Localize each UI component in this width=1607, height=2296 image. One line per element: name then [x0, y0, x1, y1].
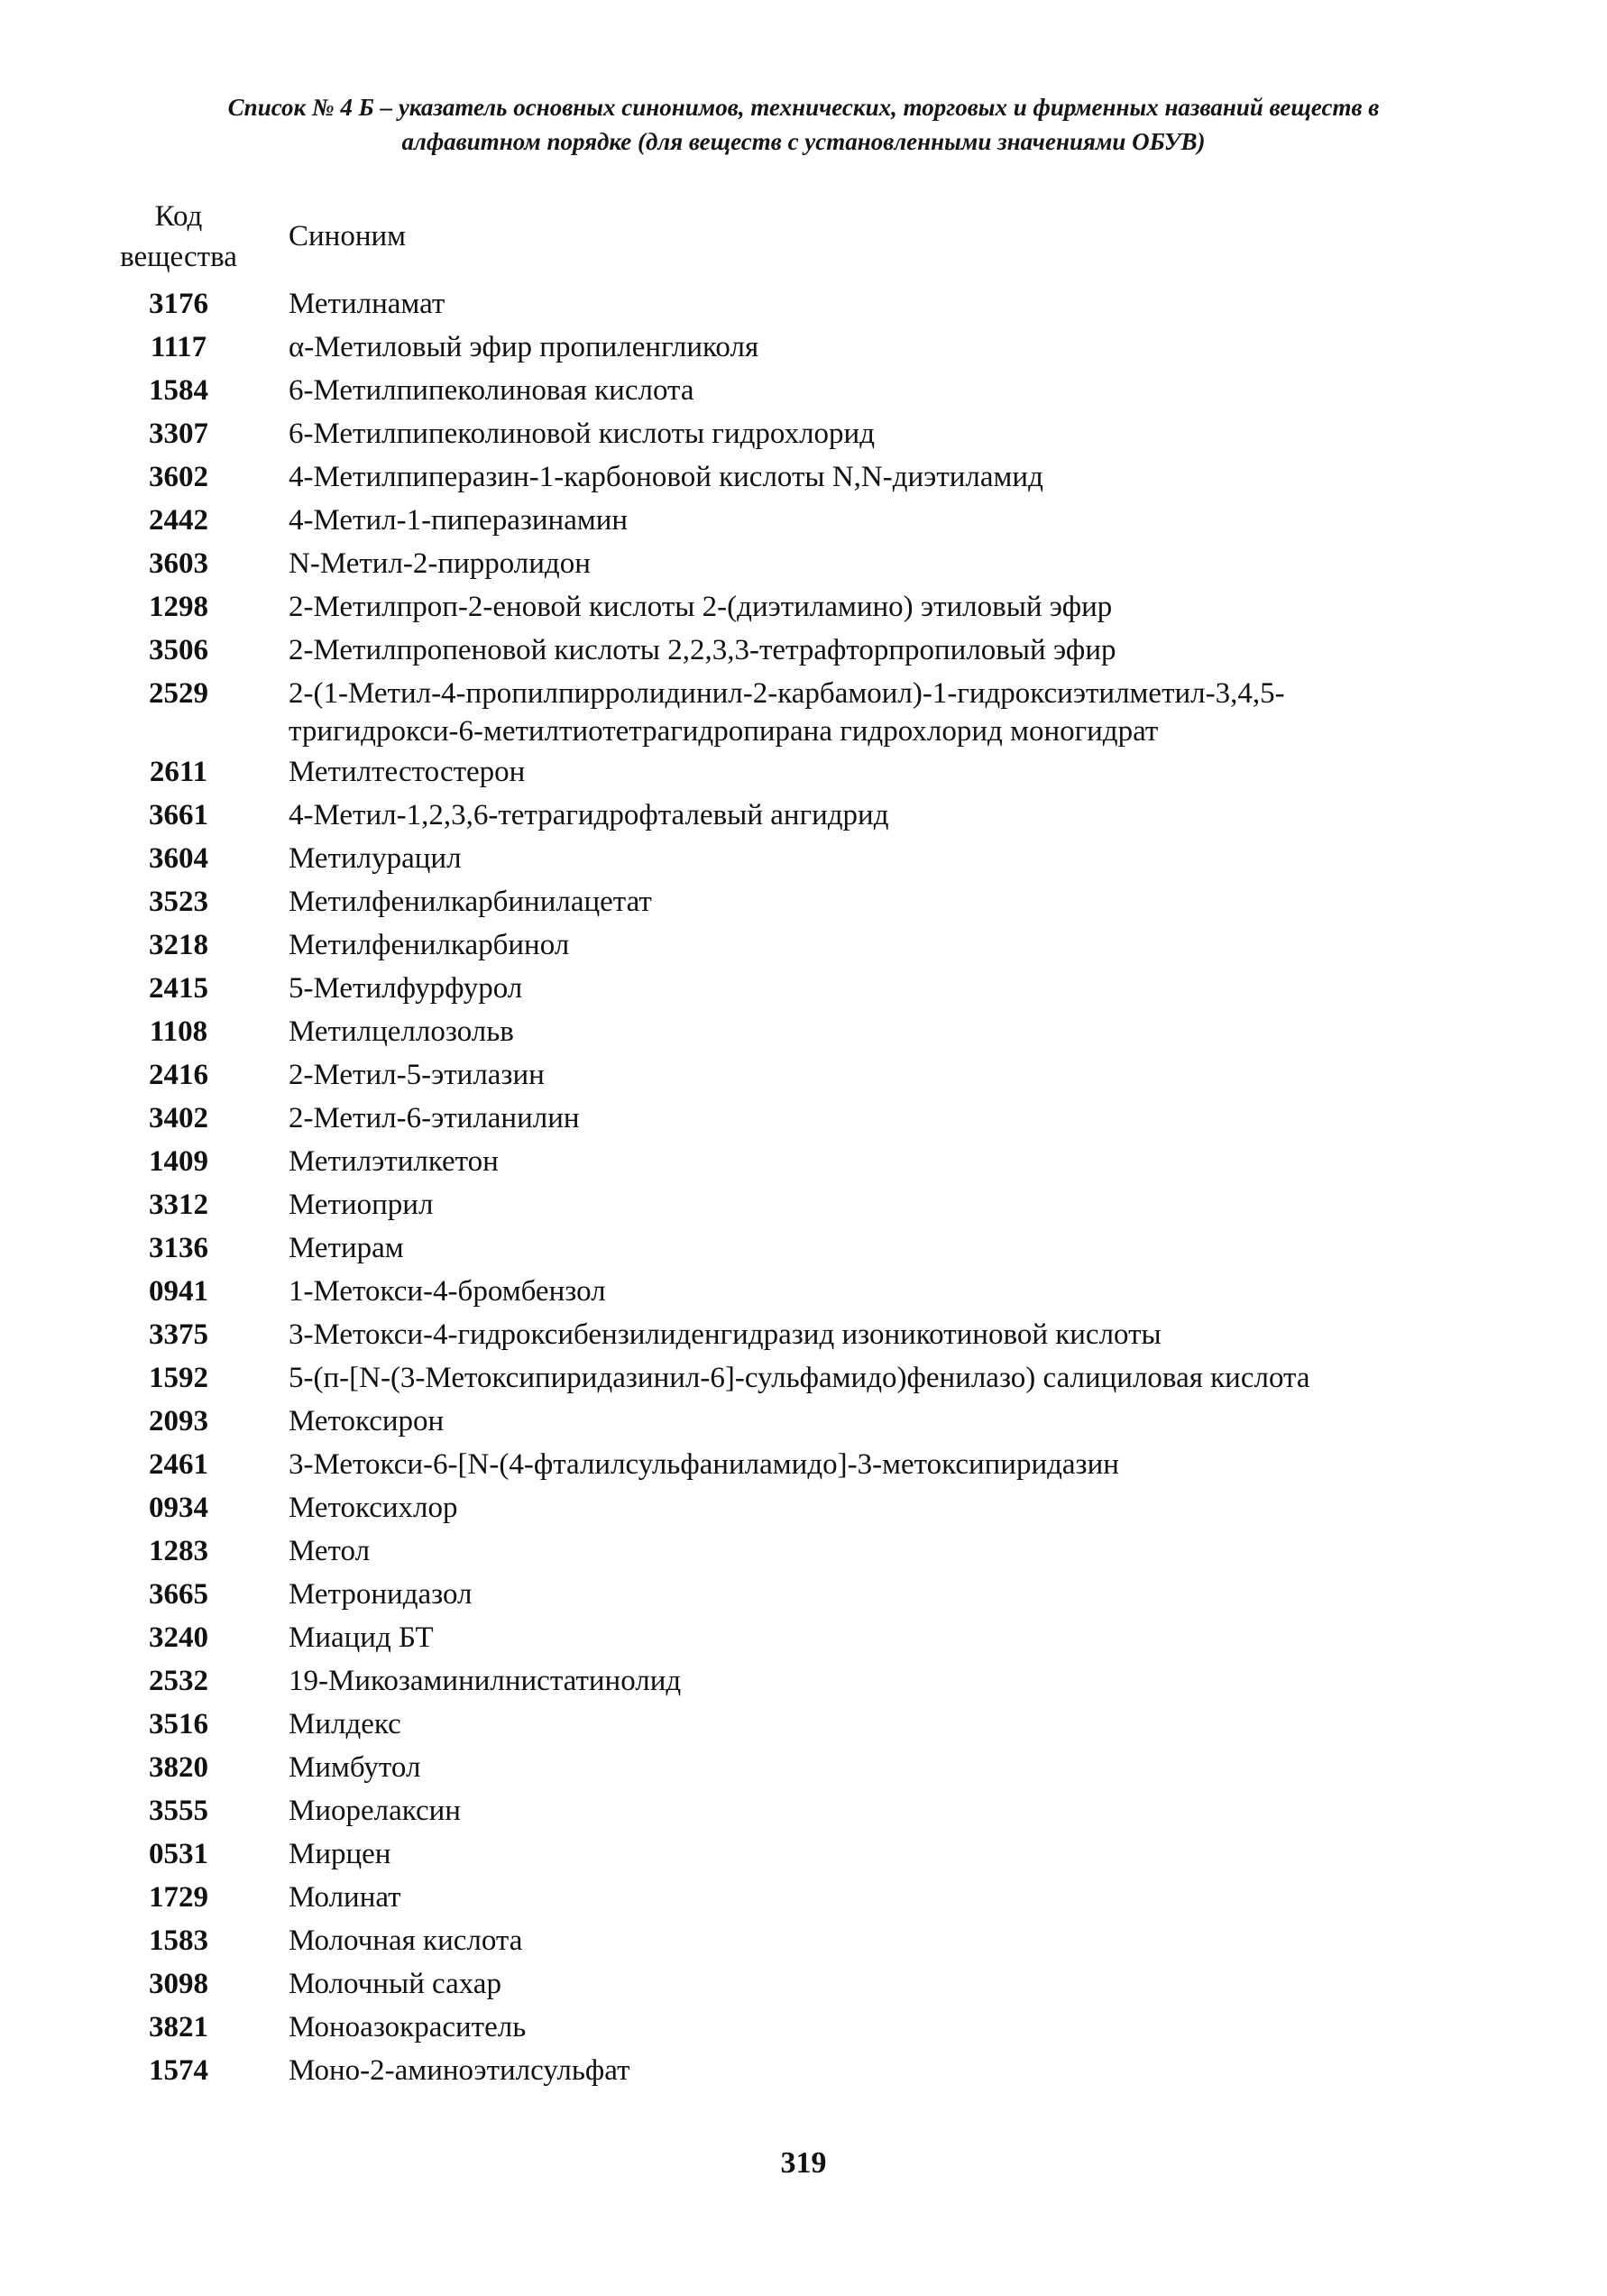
synonym-text: 3-Метокси-6-[N-(4-фталилсульфаниламидо]-3-метоксипиридазин: [289, 1448, 1119, 1481]
table-row: [106, 2049, 1495, 2092]
table-row: [106, 1356, 1495, 1400]
substance-code: 2532: [149, 1665, 208, 1697]
table-row: [106, 282, 1495, 326]
table-row: [106, 542, 1495, 585]
synonym-text: 4-Метил-1,2,3,6-тетрагидрофталевый ангидрид: [289, 799, 889, 831]
table-row: [106, 750, 1495, 794]
table-row: [106, 2006, 1495, 2049]
synonym-text: 5-(п-[N-(3-Метоксипиридазинил-6]-сульфамидо)фенилазо) салициловая кислота: [289, 1362, 1310, 1394]
table-row: [106, 1140, 1495, 1183]
column-headers: [106, 197, 1459, 278]
synonym-text: 3-Метокси-4-гидроксибензилиденгидразид изоникотиновой кислоты: [289, 1318, 1162, 1351]
synonym-text: Метилнамат: [289, 288, 445, 320]
synonym-text: Моно-2-аминоэтилсульфат: [289, 2054, 630, 2087]
table-row: [106, 326, 1495, 369]
synonym-text: 1-Метокси-4-бромбензол: [289, 1275, 606, 1308]
substance-code: 3136: [149, 1232, 208, 1264]
substance-code: 3098: [149, 1968, 208, 2000]
synonym-text: N-Метил-2-пирролидон: [289, 547, 591, 580]
synonym-text: Метилфенилкарбинилацетат: [289, 886, 652, 918]
substance-code: 0941: [149, 1275, 208, 1308]
substance-code: 2461: [149, 1448, 208, 1481]
substance-code: 2442: [149, 504, 208, 537]
table-row: [106, 1789, 1495, 1832]
substance-code: 1729: [149, 1881, 208, 1914]
substance-code: 1584: [149, 374, 208, 407]
synonym-text: α-Метиловый эфир пропиленгликоля: [289, 331, 759, 363]
table-row: [106, 1919, 1495, 1962]
substance-code: 3665: [149, 1578, 208, 1611]
table-row: [106, 1876, 1495, 1919]
substance-code: 0934: [149, 1492, 208, 1524]
substance-code: 3820: [149, 1751, 208, 1784]
synonym-text: Метилцеллозольв: [289, 1015, 514, 1048]
substance-code: 3240: [149, 1621, 208, 1654]
table-row: [106, 1226, 1495, 1270]
substance-code: 2416: [149, 1059, 208, 1091]
synonym-text: Метилтестостерон: [289, 756, 526, 788]
code-column-header: Код вещества: [120, 200, 237, 273]
table-row: [106, 837, 1495, 880]
synonym-text: Метилурацил: [289, 842, 462, 875]
substance-code: 3603: [149, 547, 208, 580]
substance-code: 1574: [149, 2054, 208, 2087]
substance-code: 1117: [150, 331, 207, 363]
table-row: [106, 1270, 1495, 1313]
table-row: [106, 923, 1495, 967]
substance-code: 2093: [149, 1405, 208, 1437]
substance-code: 0531: [149, 1838, 208, 1870]
header-line-2: алфавитном порядке (для веществ с установленными значениями ОБУВ): [401, 128, 1206, 155]
synonym-text: Метиоприл: [289, 1189, 434, 1221]
table-row: [106, 412, 1495, 455]
substance-code: 1108: [149, 1015, 208, 1048]
table-row: [106, 880, 1495, 923]
synonym-text: Молочный сахар: [289, 1968, 501, 2000]
synonym-text: Метилэтилкетон: [289, 1145, 499, 1178]
substance-code: 3218: [149, 929, 208, 961]
synonym-text: 6-Метилпипеколиновой кислоты гидрохлорид: [289, 418, 875, 450]
table-row: [106, 794, 1495, 837]
table-row: [106, 1703, 1495, 1746]
table-row: [106, 1443, 1495, 1486]
table-row: [106, 455, 1495, 499]
table-row: [106, 1529, 1495, 1573]
table-row: [106, 1010, 1495, 1053]
table-row: [106, 1486, 1495, 1529]
substance-code: 1592: [149, 1362, 208, 1394]
synonym-text: 2-Метил-6-этиланилин: [289, 1102, 580, 1134]
synonym-text: Метол: [289, 1535, 371, 1567]
substance-code: 3176: [149, 288, 208, 320]
synonym-text: Метирам: [289, 1232, 404, 1264]
synonym-text: Молочная кислота: [289, 1924, 523, 1957]
list-header: [87, 90, 1520, 159]
synonym-text: Милдекс: [289, 1708, 401, 1740]
substance-code: 3312: [149, 1189, 208, 1221]
substance-code: 2529: [149, 677, 208, 710]
table-row: [106, 1616, 1495, 1659]
page-number: 319: [780, 2146, 827, 2180]
table-row: [106, 1659, 1495, 1703]
substance-code: 3523: [149, 886, 208, 918]
substance-code: 3604: [149, 842, 208, 875]
table-row: [106, 585, 1495, 629]
synonym-text: 2-Метилпропеновой кислоты 2,2,3,3-тетрафторпропиловый эфир: [289, 634, 1116, 666]
synonym-text: Молинат: [289, 1881, 401, 1914]
substance-code: 2611: [149, 756, 208, 788]
table-row: [106, 967, 1495, 1010]
table-row: [106, 1097, 1495, 1140]
table-row: [106, 1053, 1495, 1097]
table-row: [106, 499, 1495, 542]
synonym-text: Моноазокраситель: [289, 2011, 527, 2043]
synonym-text: Метоксихлор: [289, 1492, 458, 1524]
substance-code: 1409: [149, 1145, 208, 1178]
substance-code: 3602: [149, 461, 208, 493]
synonym-text: Метилфенилкарбинол: [289, 929, 570, 961]
table-row: [106, 1832, 1495, 1876]
substance-code: 3375: [149, 1318, 208, 1351]
substance-code: 1283: [149, 1535, 208, 1567]
synonym-text: Миацид БТ: [289, 1621, 434, 1654]
header-line-1: Список № 4 Б – указатель основных синонимов, технических, торговых и фирменных названий веществ в: [227, 94, 1380, 121]
synonym-text: Метронидазол: [289, 1578, 473, 1611]
substance-code: 2415: [149, 972, 208, 1005]
table-row: [106, 1313, 1495, 1356]
synonym-table: [106, 282, 1495, 2092]
table-row: [106, 1400, 1495, 1443]
substance-code: 3516: [149, 1708, 208, 1740]
synonym-column-header: Синоним: [289, 220, 407, 253]
substance-code: 3661: [149, 799, 208, 831]
table-row: [106, 1573, 1495, 1616]
synonym-text: 4-Метил-1-пиперазинамин: [289, 504, 629, 537]
synonym-text: Метоксирон: [289, 1405, 445, 1437]
synonym-text: 2-Метилпроп-2-еновой кислоты 2-(диэтиламино) этиловый эфир: [289, 591, 1113, 623]
synonym-text: 4-Метилпиперазин-1-карбоновой кислоты N,N-диэтиламид: [289, 461, 1043, 493]
substance-code: 3307: [149, 418, 208, 450]
table-row: [106, 369, 1495, 412]
synonym-text: Миорелаксин: [289, 1795, 461, 1827]
synonym-text: 19-Микозаминилнистатинолид: [289, 1665, 682, 1697]
table-row: [106, 1962, 1495, 2006]
substance-code: 3506: [149, 634, 208, 666]
table-row: [106, 1183, 1495, 1226]
substance-code: 3402: [149, 1102, 208, 1134]
table-row: [106, 629, 1495, 672]
substance-code: 3821: [149, 2011, 208, 2043]
synonym-text: 6-Метилпипеколиновая кислота: [289, 374, 694, 407]
synonym-text: 5-Метилфурфурол: [289, 972, 523, 1005]
substance-code: 1583: [149, 1924, 208, 1957]
synonym-text: Мимбутол: [289, 1751, 421, 1784]
synonym-text: 2-(1-Метил-4-пропилпирролидинил-2-карбамоил)-1-гидроксиэтилметил-3,4,5- тригидрокси-6-метилтиотетрагидропирана гидрохлорид моногидрат: [289, 677, 1285, 748]
substance-code: 3555: [149, 1795, 208, 1827]
substance-code: 1298: [149, 591, 208, 623]
synonym-text: Мирцен: [289, 1838, 391, 1870]
synonym-text: 2-Метил-5-этилазин: [289, 1059, 545, 1091]
table-row: [106, 672, 1495, 750]
table-row: [106, 1746, 1495, 1789]
